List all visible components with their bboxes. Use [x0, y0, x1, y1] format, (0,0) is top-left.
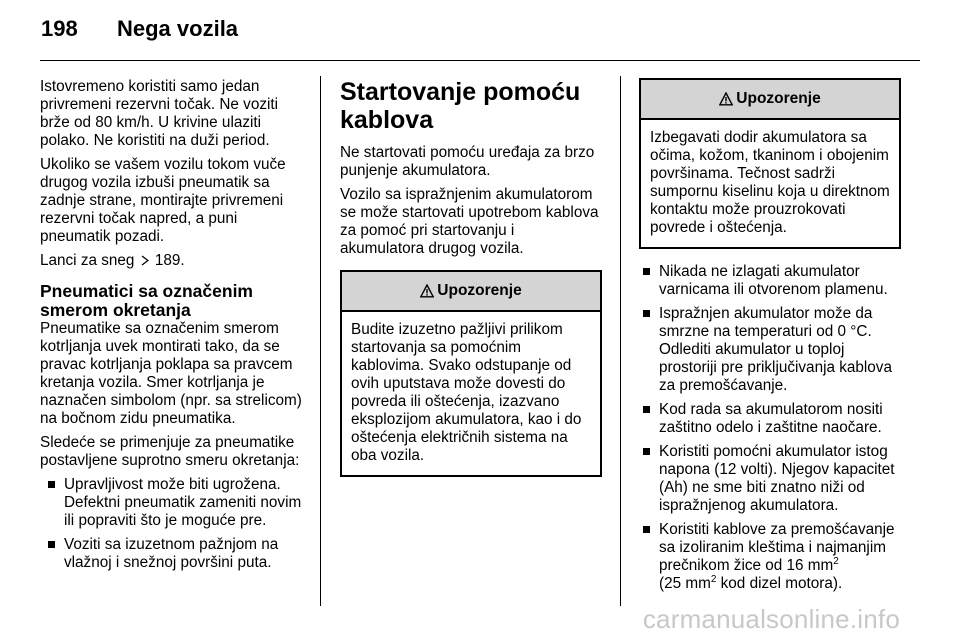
reference-page: 189.: [154, 252, 185, 269]
chapter-heading: Startovanje pomoću kablova: [340, 78, 581, 134]
paragraph: Vozilo sa ispražnjenim akumulatorom se može startovati upotrebom kablova za pomoć pri startovanju i akumulatora drugog vozila.: [340, 186, 599, 257]
warning-box: [340, 270, 602, 477]
warning-title: Upozorenje: [437, 282, 522, 299]
paragraph: Ne startovati pomoću uređaja za brzo punjenje akumulatora.: [340, 144, 595, 179]
column-1: [40, 78, 306, 578]
bullet-icon: [643, 406, 650, 413]
list-item: Kod rada sa akumulatorom nositi zaštitno odelo i zaštitne naočare.: [643, 401, 901, 437]
warning-triangle-icon: [420, 284, 434, 298]
paragraph: Ukoliko se vašem vozilu tokom vuče drugog vozila izbuši pneumatik sa zadnje strane, montirajte privremeni rezervni točak napred, a puni pneumatik pozadi.: [40, 156, 286, 245]
section-heading: Pneumatici sa označenim smerom okretanja: [40, 281, 253, 320]
list-item: Koristiti pomoćni akumulator istog napona (12 volti). Njegov kapacitet (Ah) ne sme biti znatno niži od ispražnjenog akumulatora.: [643, 443, 901, 515]
paragraph: Sledeće se primenjuje za pneumatike postavljene suprotno smeru okretanja:: [40, 434, 300, 469]
column-divider: [320, 76, 321, 606]
reference-text: Lanci za sneg: [40, 252, 135, 269]
warning-triangle-icon: [719, 92, 733, 106]
column-divider: [620, 76, 621, 606]
warning-box: [639, 78, 901, 249]
paragraph: Istovremeno koristiti samo jedan privremeni rezervni točak. Ne voziti brže od 80 km/h. U krivine ulaziti polako. Ne koristiti na duži period.: [40, 78, 279, 149]
page-number: 198: [41, 16, 78, 41]
page-reference-icon: [141, 255, 149, 266]
bullet-icon: [643, 526, 650, 533]
bullet-list: [48, 476, 306, 572]
bullet-list: [643, 263, 901, 593]
bullet-icon: [48, 541, 55, 548]
warning-title: Upozorenje: [736, 90, 821, 107]
bullet-icon: [48, 481, 55, 488]
list-item: Voziti sa izuzetnom pažnjom na vlažnoj i snežnoj površini puta.: [48, 536, 306, 572]
cross-reference: [40, 252, 306, 270]
bullet-icon: [643, 268, 650, 275]
warning-text: Budite izuzetno pažljivi prilikom startovanja sa pomoćnim kablovima. Svako odstupanje od ovih uputstava može dovesti do povreda ili oštećenja, izazvano eksplozijom akumulatora, kao i do oštećenja električnih sistema na oba vozila.: [351, 321, 582, 464]
list-item: Nikada ne izlagati akumulator varnicama ili otvorenom plamenu.: [643, 263, 901, 299]
column-2: [340, 78, 602, 477]
warning-header: [342, 272, 600, 312]
warning-text: Izbegavati dodir akumulatora sa očima, kožom, tkaninom i obojenim površinama. Tečnost sadrži sumpornu kiselinu koja u direktnom kontaktu može prouzrokovati povrede i oštećenja.: [650, 129, 890, 236]
bullet-icon: [643, 448, 650, 455]
list-item: Upravljivost može biti ugrožena. Defektni pneumatik zameniti novim ili popraviti što je moguće pre.: [48, 476, 306, 530]
watermark: carmanualsonline.info: [642, 604, 900, 634]
list-item: Ispražnjen akumulator može da smrzne na temperaturi od 0 °C. Odlediti akumulator u toploj prostoriji pre priključivanja kablova za premošćavanje.: [643, 305, 901, 395]
page-title: Nega vozila: [117, 16, 239, 41]
list-item: Koristiti kablove za premošćavanje sa izoliranim kleštima i najmanjim prečnikom žice od 16 $mm^2$ (25 $mm^2$ kod dizel motora).: [643, 521, 901, 593]
column-3: [639, 78, 901, 599]
paragraph: Pneumatike sa označenim smerom kotrljanja uvek montirati tako, da se pravac kotrljanja poklapa sa pravcem kretanja vozila. Smer kotrljanja je naznačen simbolom (npr. sa strelicom) na bočnom zidu pneumatika.: [40, 320, 302, 427]
warning-header: [641, 80, 899, 120]
header-divider: [40, 60, 920, 61]
page-header: [41, 16, 238, 50]
bullet-icon: [643, 310, 650, 317]
